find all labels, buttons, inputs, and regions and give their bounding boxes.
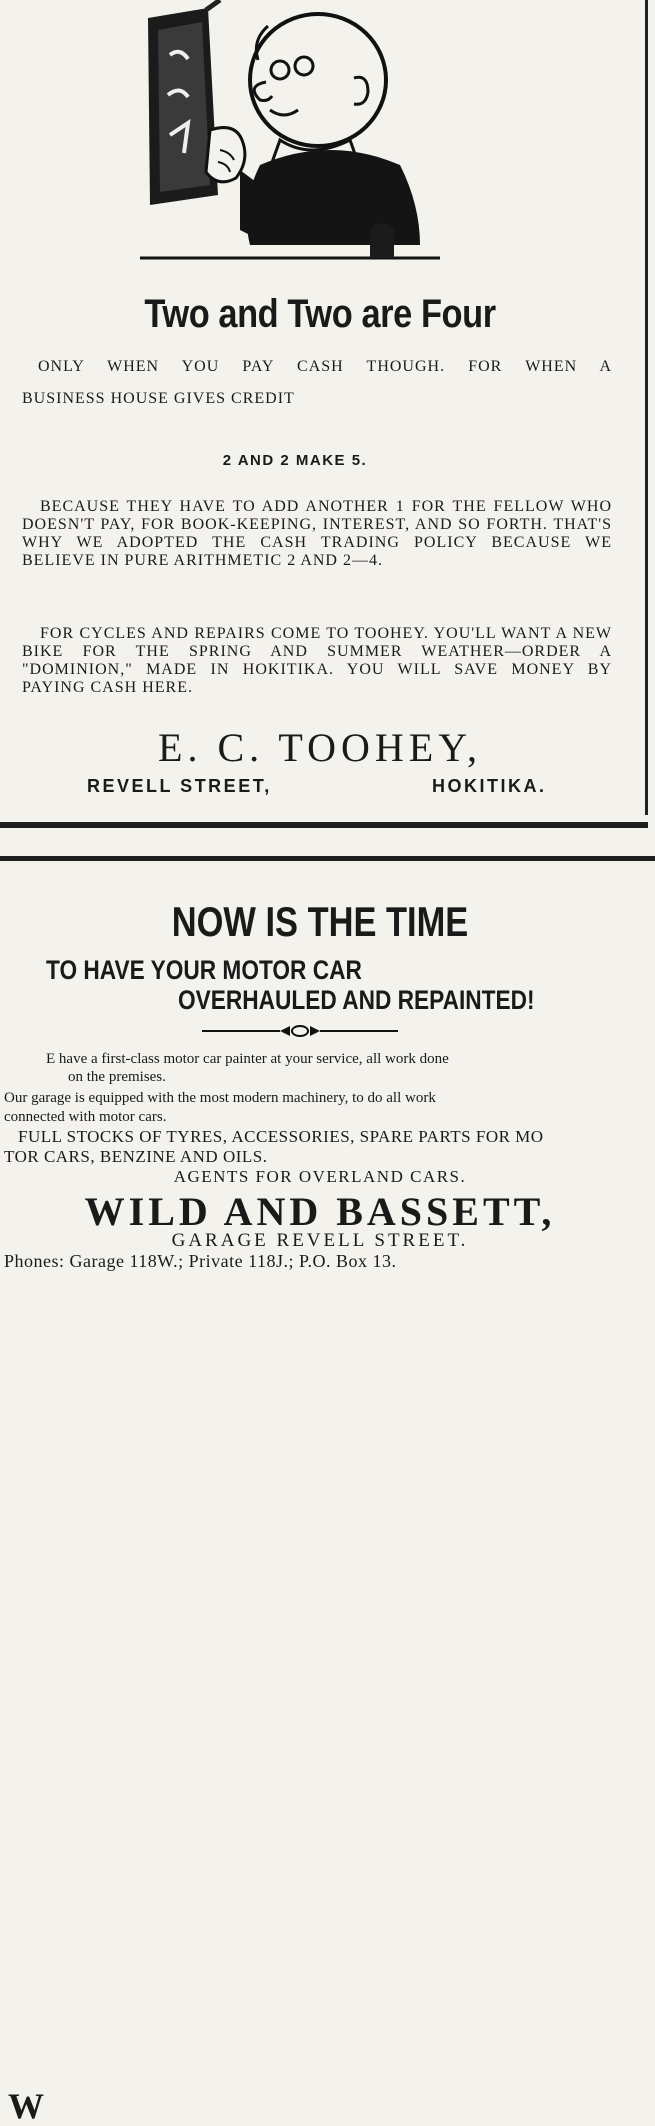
section-divider-top (0, 822, 648, 828)
subheadline-line-2: OVERHAULED AND REPAINTED! (178, 985, 535, 1015)
phone-numbers: Phones: Garage 118W.; Private 118J.; P.O. Box 13. (4, 1251, 397, 1271)
subheadline-line-1: TO HAVE YOUR MOTOR CAR (46, 955, 362, 985)
town-address: HOKITIKA. (432, 776, 547, 796)
intro-line-1: ONLY WHEN YOU PAY CASH THOUGH. FOR WHEN A (38, 358, 612, 375)
man-with-slate-illustration-icon (140, 0, 440, 275)
body-line-3: Our garage is equipped with the most modern machinery, to do all work (4, 1090, 436, 1106)
column-rule (645, 0, 648, 815)
firm-name: WILD AND BASSETT, (84, 1189, 556, 1234)
center-line: 2 AND 2 MAKE 5. (222, 452, 368, 469)
garage-address: GARAGE REVELL STREET. (171, 1230, 469, 1251)
body-line-1-text: E have a first-class motor car painter at your service, all work done (46, 1051, 449, 1067)
toohey-advertisement (0, 0, 648, 820)
headline: Two and Two are Four (144, 292, 496, 336)
body-paragraph-arithmetic: BECAUSE THEY HAVE TO ADD ANOTHER 1 FOR THE FELLOW WHO DOESN'T PAY, FOR BOOK-KEEPING, INTEREST, AND SO FORTH. THAT'S WHY WE ADOPTED THE CASH TRADING POLICY BECAUSE WE BELIEVE IN PURE ARITHMETIC 2 AND 2—4. (22, 498, 612, 569)
intro-paragraph (22, 358, 612, 408)
body-paragraph-cycles: FOR CYCLES AND REPAIRS COME TO TOOHEY. YOU'LL WANT A NEW BIKE FOR THE SPRING AND SUMMER WEATHER—ORDER A "DOMINION," MADE IN HOKITIKA. YOU WILL SAVE MONEY BY PAYING CASH HERE. (22, 625, 612, 696)
drop-cap: W (8, 2086, 44, 2126)
firm-name: E. C. TOOHEY, (158, 725, 482, 770)
intro-line-2: BUSINESS HOUSE GIVES CREDIT (22, 390, 295, 407)
body-line-4: connected with motor cars. (4, 1109, 167, 1125)
stock-line-1: FULL STOCKS OF TYRES, ACCESSORIES, SPARE PARTS FOR MO (18, 1127, 544, 1146)
street-address: REVELL STREET, (87, 776, 272, 796)
headline: NOW IS THE TIME (171, 898, 469, 945)
divider-ornament-icon (200, 1024, 400, 1038)
agents-line: AGENTS FOR OVERLAND CARS. (173, 1167, 467, 1186)
body-line-2: on the premises. (68, 1069, 166, 1085)
section-divider-bottom (0, 856, 655, 861)
stock-line-2: TOR CARS, BENZINE AND OILS. (4, 1147, 268, 1166)
